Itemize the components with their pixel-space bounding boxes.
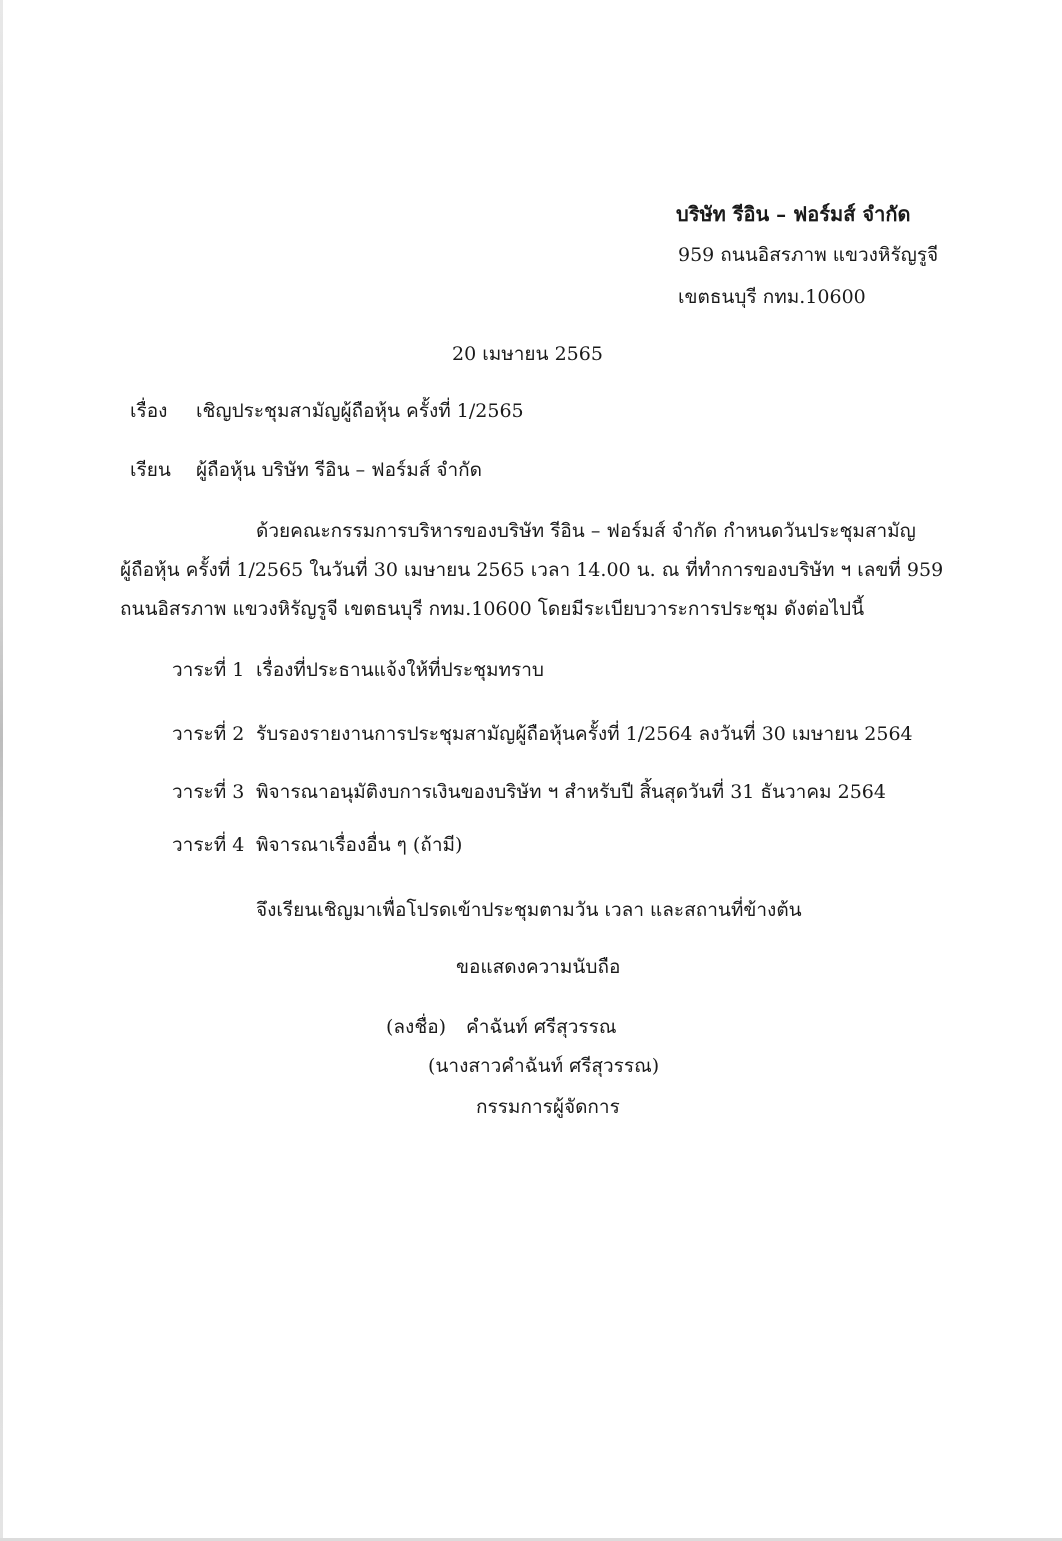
- signature-name: คำฉันท์ ศรีสุวรรณ: [466, 1016, 617, 1038]
- recipient-text: ผู้ถือหุ้น บริษัท รีอิน – ฟอร์มส์ จำกัด: [196, 459, 483, 481]
- company-name: บริษัท รีอิน – ฟอร์มส์ จำกัด: [676, 202, 911, 226]
- body-line-3: ถนนอิสรภาพ แขวงหิรัญรูจี เขตธนบุรี กทม.10600 โดยมีระเบียบวาระการประชุม ดังต่อไปนี้: [120, 598, 865, 620]
- agenda-3-number: วาระที่ 3: [172, 781, 245, 803]
- closing-sentence: จึงเรียนเชิญมาเพื่อโปรดเข้าประชุมตามวัน เวลา และสถานที่ข้างต้น: [256, 899, 802, 921]
- signatory-full-name: (นางสาวคำฉันท์ ศรีสุวรรณ): [428, 1055, 660, 1077]
- agenda-4-text: พิจารณาเรื่องอื่น ๆ (ถ้ามี): [256, 834, 463, 856]
- agenda-1-number: วาระที่ 1: [172, 659, 245, 681]
- recipient-label: เรียน: [130, 459, 171, 481]
- body-line-2: ผู้ถือหุ้น ครั้งที่ 1/2565 ในวันที่ 30 เมษายน 2565 เวลา 14.00 น. ณ ที่ทำการของบริษัท ฯ เลขที่ 959: [120, 559, 944, 581]
- company-address-line2: เขตธนบุรี กทม.10600: [678, 286, 866, 308]
- letter-date: 20 เมษายน 2565: [452, 343, 603, 365]
- agenda-4-number: วาระที่ 4: [172, 834, 245, 856]
- agenda-2-number: วาระที่ 2: [172, 723, 245, 745]
- regards: ขอแสดงความนับถือ: [456, 956, 621, 978]
- agenda-2-text: รับรองรายงานการประชุมสามัญผู้ถือหุ้นครั้งที่ 1/2564 ลงวันที่ 30 เมษายน 2564: [256, 723, 913, 745]
- company-address-line1: 959 ถนนอิสรภาพ แขวงหิรัญรูจี: [678, 244, 939, 266]
- signatory-position: กรรมการผู้จัดการ: [476, 1096, 620, 1118]
- body-line-1: ด้วยคณะกรรมการบริหารของบริษัท รีอิน – ฟอร์มส์ จำกัด กำหนดวันประชุมสามัญ: [256, 520, 916, 542]
- agenda-1-text: เรื่องที่ประธานแจ้งให้ที่ประชุมทราบ: [256, 659, 544, 681]
- agenda-3-text: พิจารณาอนุมัติงบการเงินของบริษัท ฯ สำหรับปี สิ้นสุดวันที่ 31 ธันวาคม 2564: [256, 781, 886, 803]
- body-paragraph: [120, 512, 944, 629]
- signature-label: (ลงชื่อ): [386, 1016, 447, 1038]
- subject-text: เชิญประชุมสามัญผู้ถือหุ้น ครั้งที่ 1/2565: [196, 400, 524, 422]
- subject-label: เรื่อง: [130, 400, 168, 422]
- scan-edge-shadow: [0, 0, 3, 1541]
